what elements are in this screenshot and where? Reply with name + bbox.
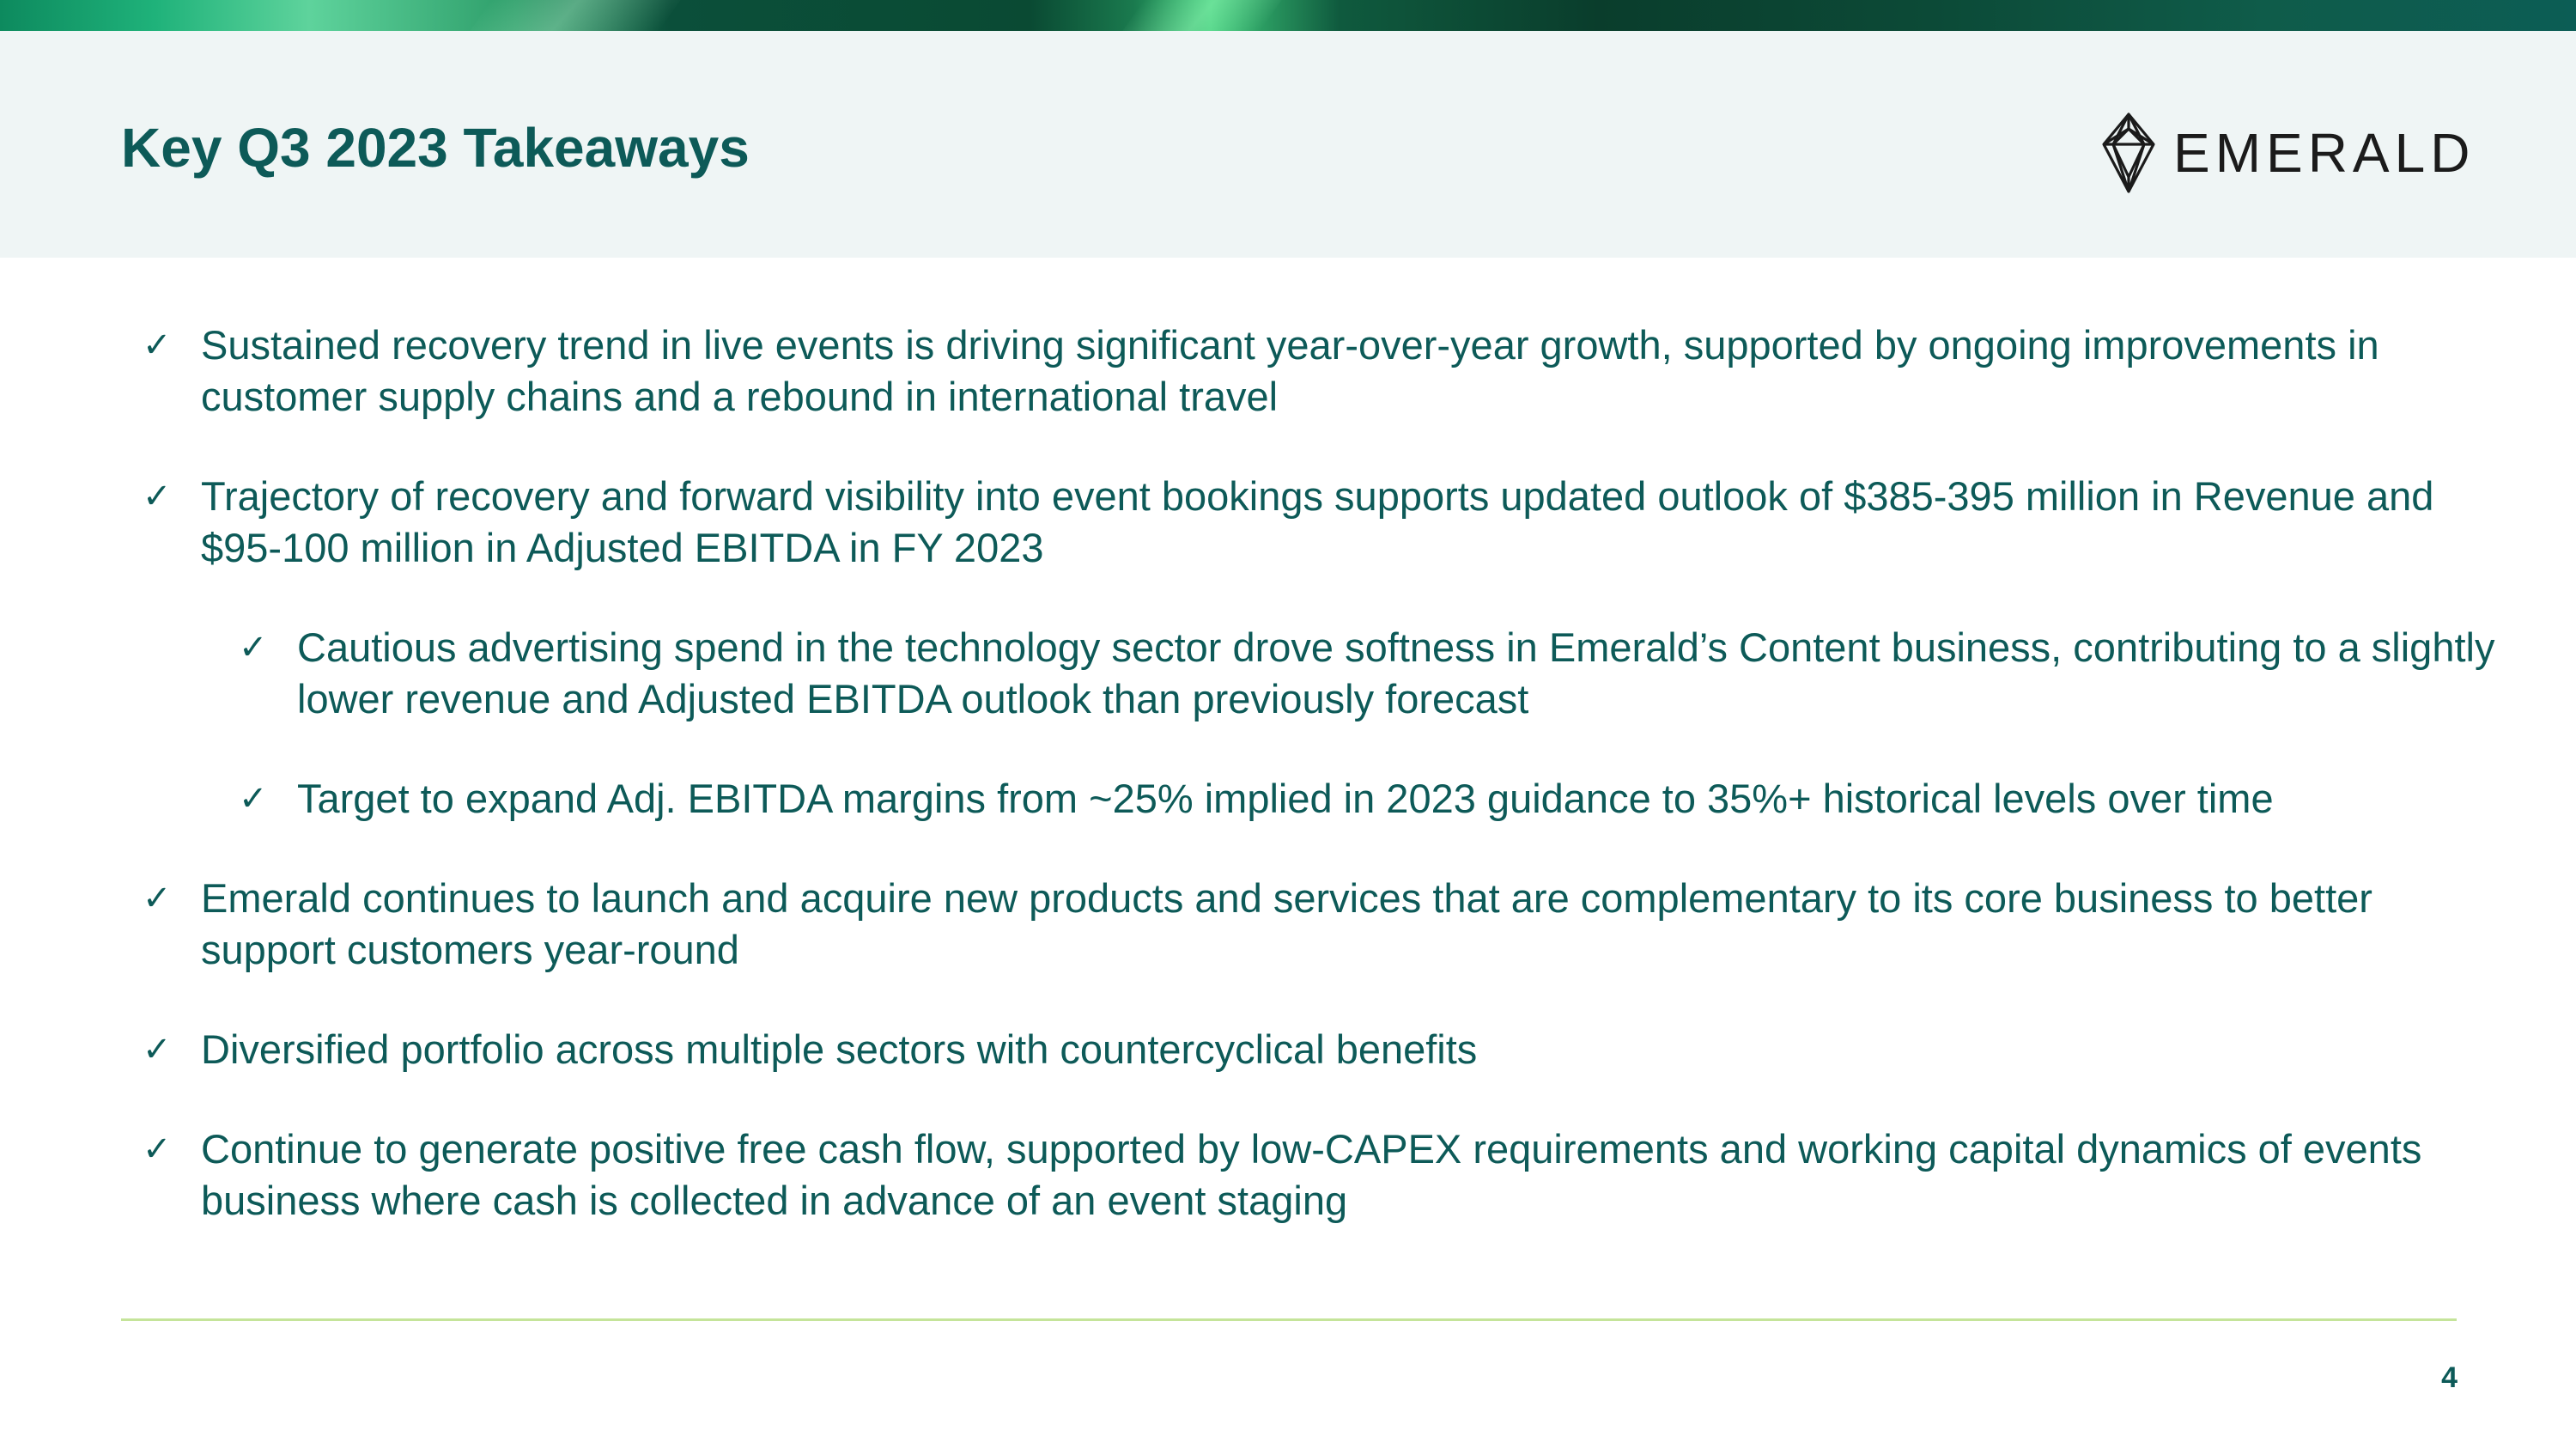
page-number: 4 bbox=[2441, 1361, 2458, 1394]
top-gradient-band bbox=[0, 0, 2576, 31]
list-item-text: Cautious advertising spend in the technology sector drove softness in Emerald’s Content business, contributing to a slightly lower revenue and Adjusted EBITDA outlook than previously forecast bbox=[297, 624, 2495, 721]
list-item-text: Trajectory of recovery and forward visibility into event bookings supports updated outlook of $385-395 million in Revenue and $95-100 million in Adjusted EBITDA in FY 2023 bbox=[201, 473, 2434, 570]
check-icon: ✓ bbox=[143, 879, 172, 918]
list-item bbox=[239, 622, 2557, 725]
check-icon: ✓ bbox=[143, 1030, 172, 1069]
check-icon: ✓ bbox=[239, 779, 268, 819]
list-item bbox=[143, 320, 2512, 423]
list-item-text: Diversified portfolio across multiple sectors with countercyclical benefits bbox=[201, 1026, 1478, 1072]
logo-wordmark: EMERALD bbox=[2173, 122, 2476, 184]
emerald-logo bbox=[2101, 112, 2475, 194]
check-icon: ✓ bbox=[143, 477, 172, 516]
band-highlight bbox=[1122, 0, 1281, 31]
check-icon: ✓ bbox=[143, 326, 172, 365]
check-icon: ✓ bbox=[239, 628, 268, 667]
list-item bbox=[239, 773, 2557, 825]
list-item bbox=[143, 873, 2512, 976]
check-icon: ✓ bbox=[143, 1129, 172, 1169]
list-item-text: Sustained recovery trend in live events is driving significant year-over-year growth, supported by ongoing improvements in customer supply chains and a rebound in international travel bbox=[201, 322, 2379, 419]
list-item-text: Target to expand Adj. EBITDA margins from ~25% implied in 2023 guidance to 35%+ historical levels over time bbox=[297, 776, 2274, 821]
list-item-text: Continue to generate positive free cash flow, supported by low-CAPEX requirements and working capital dynamics of events business where cash is collected in advance of an event staging bbox=[201, 1126, 2422, 1223]
list-item bbox=[143, 1123, 2512, 1227]
slide-title: Key Q3 2023 Takeaways bbox=[121, 117, 750, 179]
footer-divider bbox=[121, 1318, 2457, 1321]
list-item bbox=[143, 1024, 2512, 1075]
band-highlight bbox=[470, 0, 680, 31]
list-item-text: Emerald continues to launch and acquire new products and services that are complementary to its core business to better support customers year-round bbox=[201, 875, 2372, 972]
emerald-gem-icon bbox=[2101, 112, 2156, 194]
list-item bbox=[143, 471, 2512, 574]
